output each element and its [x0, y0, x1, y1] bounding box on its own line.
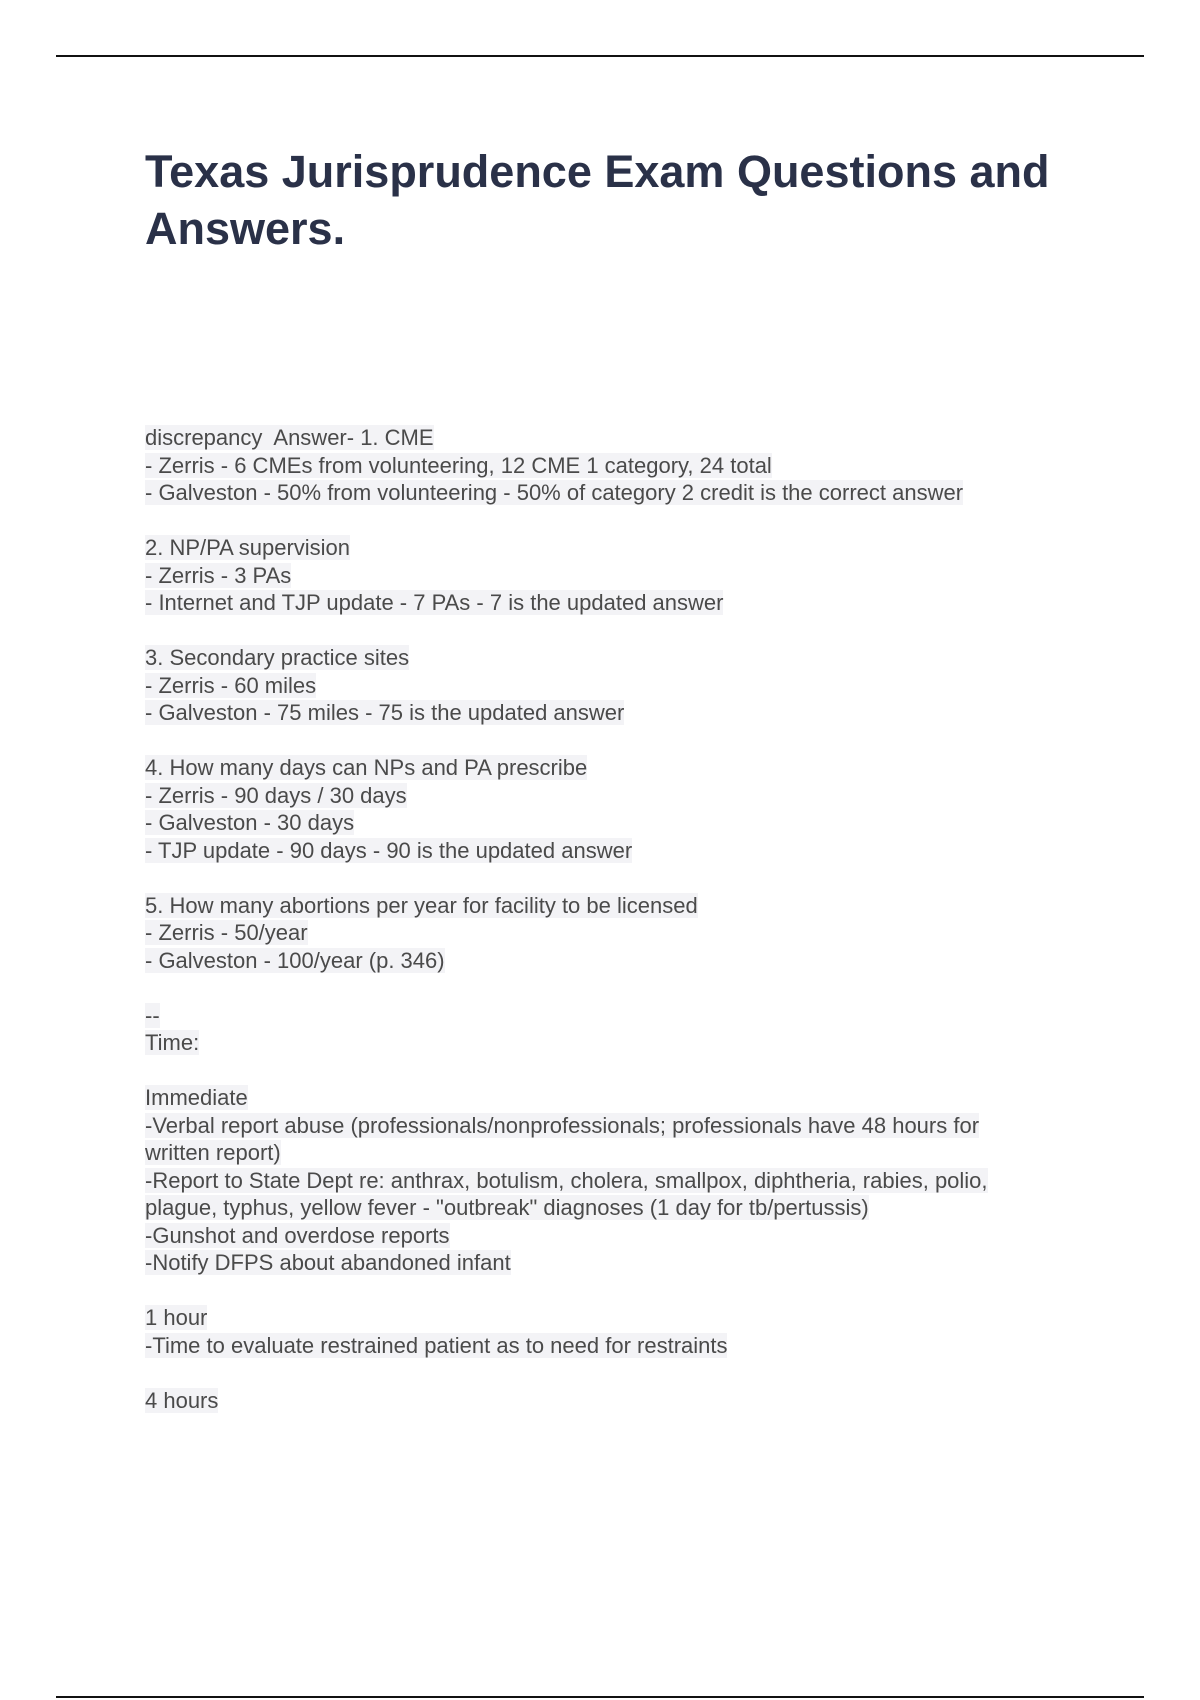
text-line — [145, 837, 1085, 865]
text-line-content: - Zerris - 6 CMEs from volunteering, 12 CME 1 category, 24 total — [145, 452, 772, 478]
text-line — [145, 947, 1085, 975]
text-line-content: 1 hour — [145, 1305, 208, 1330]
text-block — [145, 1002, 1085, 1057]
text-line-content: 2. NP/PA supervision — [145, 535, 351, 560]
text-line-content: -Report to State Dept re: anthrax, botulism, cholera, smallpox, diphtheria, rabies, polio, — [145, 1167, 988, 1193]
text-line — [145, 1112, 1085, 1140]
text-line — [145, 1029, 1085, 1057]
text-line-content: - Zerris - 60 miles — [145, 672, 317, 698]
text-line — [145, 589, 1085, 617]
text-line — [145, 699, 1085, 727]
text-line — [145, 479, 1085, 507]
text-line-content: - Galveston - 50% from volunteering - 50% of category 2 credit is the correct answer — [145, 480, 964, 505]
text-line — [145, 809, 1085, 837]
text-line-content: -Gunshot and overdose reports — [145, 1222, 450, 1248]
text-line-content: Time: — [145, 1030, 200, 1055]
text-line-content: - Zerris - 90 days / 30 days — [145, 782, 407, 808]
text-line-content: Immediate — [145, 1085, 248, 1110]
text-line-content: - Internet and TJP update - 7 PAs - 7 is the updated answer — [145, 590, 724, 615]
text-line — [145, 1084, 1085, 1112]
text-line-content: -Time to evaluate restrained patient as to need for restraints — [145, 1332, 728, 1358]
text-block — [145, 1387, 1085, 1415]
text-line — [145, 782, 1085, 810]
text-line — [145, 1002, 1085, 1030]
text-line-content: - Zerris - 3 PAs — [145, 562, 292, 588]
text-line — [145, 1167, 1085, 1195]
text-line-content: plague, typhus, yellow fever - "outbreak" diagnoses (1 day for tb/pertussis) — [145, 1195, 869, 1220]
document-title: Texas Jurisprudence Exam Questions and Answers. — [145, 146, 1050, 254]
text-line — [145, 672, 1085, 700]
text-block — [145, 892, 1085, 975]
text-line-content: 3. Secondary practice sites — [145, 645, 410, 670]
text-line-content: - Galveston - 75 miles - 75 is the updated answer — [145, 700, 625, 725]
text-line-content: - TJP update - 90 days - 90 is the updated answer — [145, 837, 633, 863]
text-block — [145, 754, 1085, 864]
text-line — [145, 1387, 1085, 1415]
text-line-content: - Galveston - 100/year (p. 346) — [145, 947, 445, 973]
text-line-content: -Verbal report abuse (professionals/nonprofessionals; professionals have 48 hours for — [145, 1112, 980, 1138]
text-line-content: - Galveston - 30 days — [145, 810, 355, 835]
text-line-content: -- — [145, 1002, 160, 1028]
text-line — [145, 1139, 1085, 1167]
text-line-content: 4 hours — [145, 1387, 219, 1413]
text-line-content: 5. How many abortions per year for facility to be licensed — [145, 892, 698, 918]
text-block — [145, 1084, 1085, 1277]
text-line — [145, 1222, 1085, 1250]
text-block — [145, 534, 1085, 617]
text-line — [145, 1194, 1085, 1222]
text-line — [145, 534, 1085, 562]
text-line — [145, 452, 1085, 480]
text-line-content: written report) — [145, 1140, 281, 1165]
text-line-content: 4. How many days can NPs and PA prescribe — [145, 755, 588, 780]
text-line — [145, 644, 1085, 672]
text-line — [145, 754, 1085, 782]
text-block — [145, 424, 1085, 507]
text-line-content: discrepancy Answer- 1. CME — [145, 425, 434, 450]
text-line-content: - Zerris - 50/year — [145, 920, 308, 945]
text-line-content: -Notify DFPS about abandoned infant — [145, 1250, 511, 1275]
text-line — [145, 1249, 1085, 1277]
text-line — [145, 892, 1085, 920]
text-line — [145, 424, 1085, 452]
bottom-rule — [56, 1696, 1144, 1698]
text-line — [145, 919, 1085, 947]
text-block — [145, 1304, 1085, 1359]
text-line — [145, 562, 1085, 590]
text-line — [145, 1332, 1085, 1360]
text-line — [145, 1304, 1085, 1332]
text-block — [145, 644, 1085, 727]
top-rule — [56, 55, 1144, 57]
document-body — [145, 424, 1085, 1442]
